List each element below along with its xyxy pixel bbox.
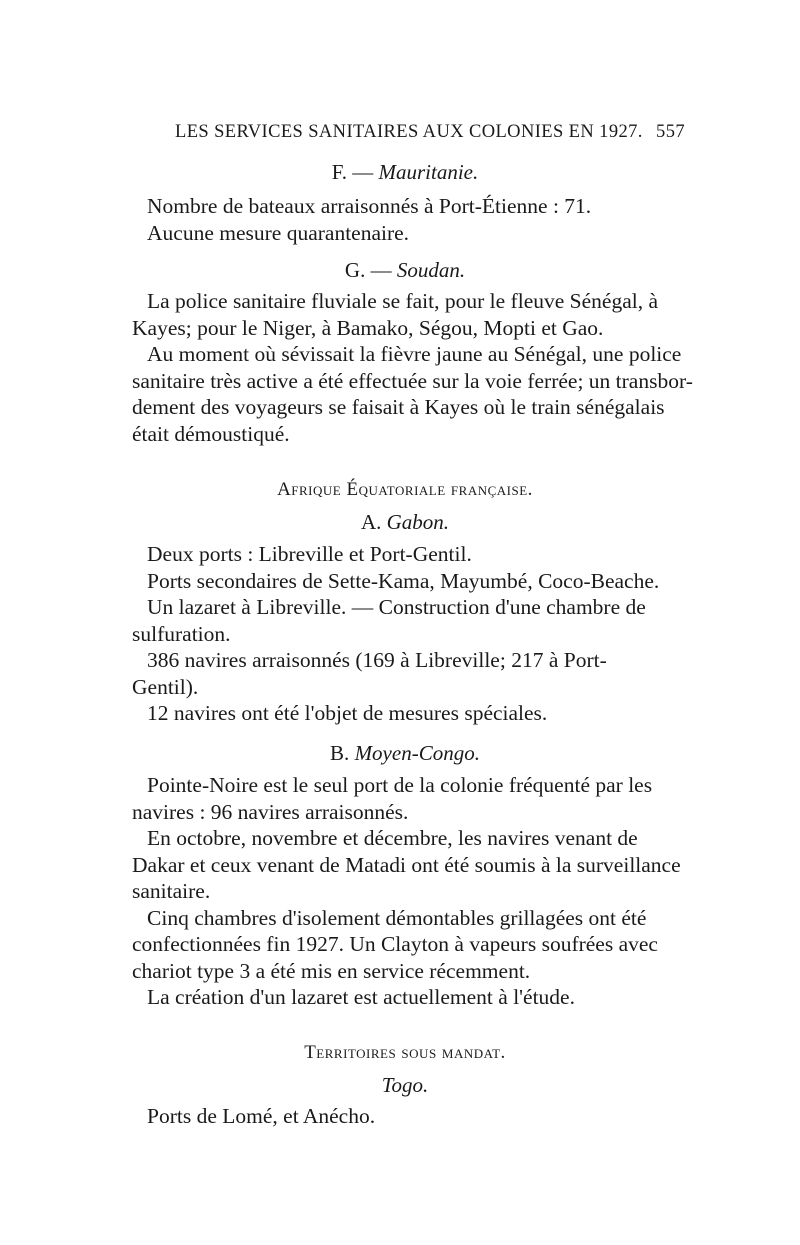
heading-letter: A. — [360, 510, 382, 534]
heading-letter: F. — — [331, 160, 374, 184]
heading-gabon — [132, 510, 678, 535]
text-line: Ports de Lomé, et Anécho. — [147, 1104, 376, 1128]
text-line: dement des voyageurs se faisait à Kayes où le train sénégalais — [132, 395, 665, 419]
section-moyen-congo — [132, 772, 681, 1011]
text-line: Aucune mesure quarantenaire. — [147, 220, 410, 245]
heading-name: Moyen-Congo. — [354, 741, 480, 765]
text-line: Deux ports : Libreville et Port-Gentil. — [147, 542, 472, 566]
heading-name: Soudan. — [396, 258, 466, 282]
text-line: Nombre de bateaux arraisonnés à Port-Étienne : 71. — [147, 194, 592, 218]
heading-moyen-congo — [132, 741, 678, 766]
text-line: 386 navires arraisonnés (169 à Libreville; 217 à Port- — [147, 648, 607, 672]
text-line: chariot type 3 a été mis en service récemment. — [132, 958, 531, 983]
heading-territoires-sous-mandat: Territoires sous mandat. — [304, 1042, 506, 1063]
text-line: confectionnées fin 1927. Un Clayton à vapeurs soufrées avec — [132, 932, 658, 956]
text-line: Un lazaret à Libreville. — Construction d'une chambre de — [147, 595, 646, 619]
heading-letter: B. — [330, 741, 350, 765]
text-line: Ports secondaires de Sette-Kama, Mayumbé, Coco-Beache. — [147, 568, 660, 593]
text-line: sanitaire très active a été effectuée sur la voie ferrée; un transbor- — [132, 368, 693, 393]
text-line: Pointe-Noire est le seul port de la colonie fréquenté par les — [147, 773, 653, 797]
heading-name: Mauritanie. — [378, 160, 479, 184]
heading-name: Togo. — [381, 1073, 429, 1097]
text-line: sulfuration. — [132, 621, 231, 646]
section-gabon — [132, 541, 678, 727]
text-line: navires : 96 navires arraisonnés. — [132, 799, 409, 824]
text-line: sanitaire. — [132, 879, 211, 903]
heading-letter: G. — — [344, 258, 392, 282]
text-line: Dakar et ceux venant de Matadi ont été soumis à la surveillance — [132, 852, 681, 877]
heading-afrique-equatoriale: Afrique Équatoriale française. — [277, 479, 533, 500]
text-line: La création d'un lazaret est actuellement à l'étude. — [147, 985, 575, 1009]
text-line: Cinq chambres d'isolement démontables grillagées ont été — [147, 905, 647, 930]
text-line: Au moment où sévissait la fièvre jaune au Sénégal, une police — [147, 342, 682, 366]
running-head-title: LES SERVICES SANITAIRES AUX COLONIES EN 1927. — [175, 122, 643, 142]
text-line: La police sanitaire fluviale se fait, pour le fleuve Sénégal, à — [147, 289, 659, 313]
heading-togo — [132, 1073, 678, 1098]
text-line: était démoustiqué. — [132, 421, 290, 446]
text-line: 12 navires ont été l'objet de mesures spéciales. — [147, 701, 548, 725]
heading-name: Gabon. — [386, 510, 450, 534]
text-line: En octobre, novembre et décembre, les navires venant de — [147, 826, 638, 850]
text-line: Gentil). — [132, 674, 199, 699]
section-togo — [132, 1103, 678, 1130]
page-number: 557 — [656, 122, 685, 142]
section-soudan — [132, 288, 693, 447]
heading-mauritanie — [132, 160, 678, 185]
section-mauritanie — [132, 193, 678, 246]
heading-soudan — [132, 258, 678, 283]
text-line: Kayes; pour le Niger, à Bamako, Ségou, Mopti et Gao. — [132, 315, 604, 340]
